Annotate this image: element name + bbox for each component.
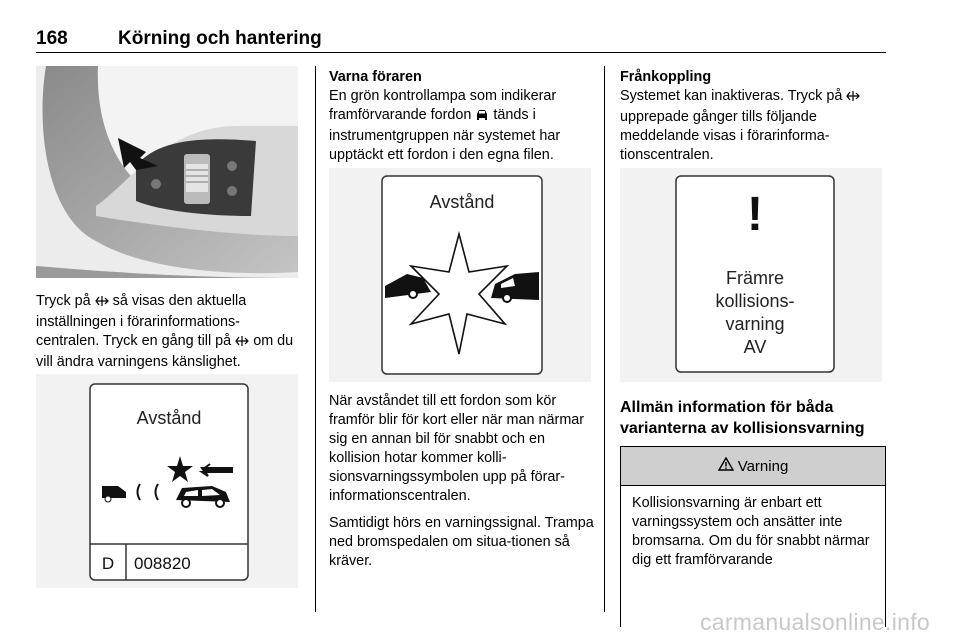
warning-header bbox=[621, 447, 885, 486]
display-title: Avstånd bbox=[429, 192, 495, 212]
warning-label: Varning bbox=[737, 457, 789, 475]
display-line: AV bbox=[743, 337, 767, 357]
display-line: Främre bbox=[726, 268, 784, 288]
col2-body bbox=[329, 392, 595, 571]
display-title: Avstånd bbox=[136, 408, 202, 428]
col1-paragraph: Tryck på så visas den aktuella inställningen i förarinformations-centralen. Tryck en gång till på om du vill ändra varningens känslighet. bbox=[36, 293, 294, 370]
distance-setting-icon bbox=[846, 89, 860, 108]
warning-triangle-icon bbox=[718, 457, 734, 475]
col2-paragraph-3: Samtidigt hörs en varningssignal. Trampa ned bromspedalen om situa-tionen så kräver. bbox=[329, 515, 594, 569]
page-number: 168 bbox=[36, 28, 68, 49]
column-divider bbox=[604, 66, 605, 612]
page-title: Körning och hantering bbox=[118, 28, 322, 49]
warning-body: Kollisionsvarning är enbart ett varningssystem och ansätter inte bromsarna. Om du för snabbt närmar dig ett framförvarande bbox=[632, 495, 870, 568]
collision-display-figure bbox=[329, 168, 591, 382]
column-divider bbox=[315, 66, 316, 612]
display-line: kollisions- bbox=[715, 291, 795, 311]
distance-display-figure bbox=[36, 374, 298, 588]
display-code: 008820 bbox=[134, 554, 191, 573]
warning-off-display-figure bbox=[620, 168, 882, 382]
warning-box bbox=[620, 446, 886, 627]
section-heading-disable: Frånkoppling bbox=[620, 69, 712, 85]
distance-setting-icon bbox=[235, 334, 249, 353]
col3-intro: Frånkoppling Systemet kan inaktiveras. Tryck på upprepade gånger tills följande meddelande visas i förarinforma-tionscentralen. bbox=[620, 68, 886, 165]
display-mode: D bbox=[101, 554, 115, 573]
col2-paragraph-2: När avståndet till ett fordon som kör framför blir för kort eller när man närmar sig en annan bil för snabbt och en kollision hotar kommer kolli-sionsvarningssymbolen upp på förar-informationscentralen. bbox=[329, 393, 585, 504]
display-line: varning bbox=[725, 314, 785, 334]
page-header bbox=[36, 26, 886, 53]
section-heading-warn-driver: Varna föraren bbox=[329, 69, 422, 85]
display-exclamation: ! bbox=[747, 188, 763, 241]
vehicle-ahead-icon bbox=[475, 108, 489, 127]
watermark: carmanualsonline.info bbox=[699, 609, 930, 635]
section-heading-general-info: Allmän information för båda varianterna av kollisionsvarning bbox=[620, 399, 865, 437]
col2-intro: Varna föraren En grön kontrollampa som indikerar framförvarande fordon tänds i instrumentgruppen när systemet har upptäckt ett fordon i den egna filen. bbox=[329, 68, 593, 165]
steering-wheel-photo bbox=[36, 66, 298, 278]
distance-setting-icon bbox=[95, 294, 109, 313]
